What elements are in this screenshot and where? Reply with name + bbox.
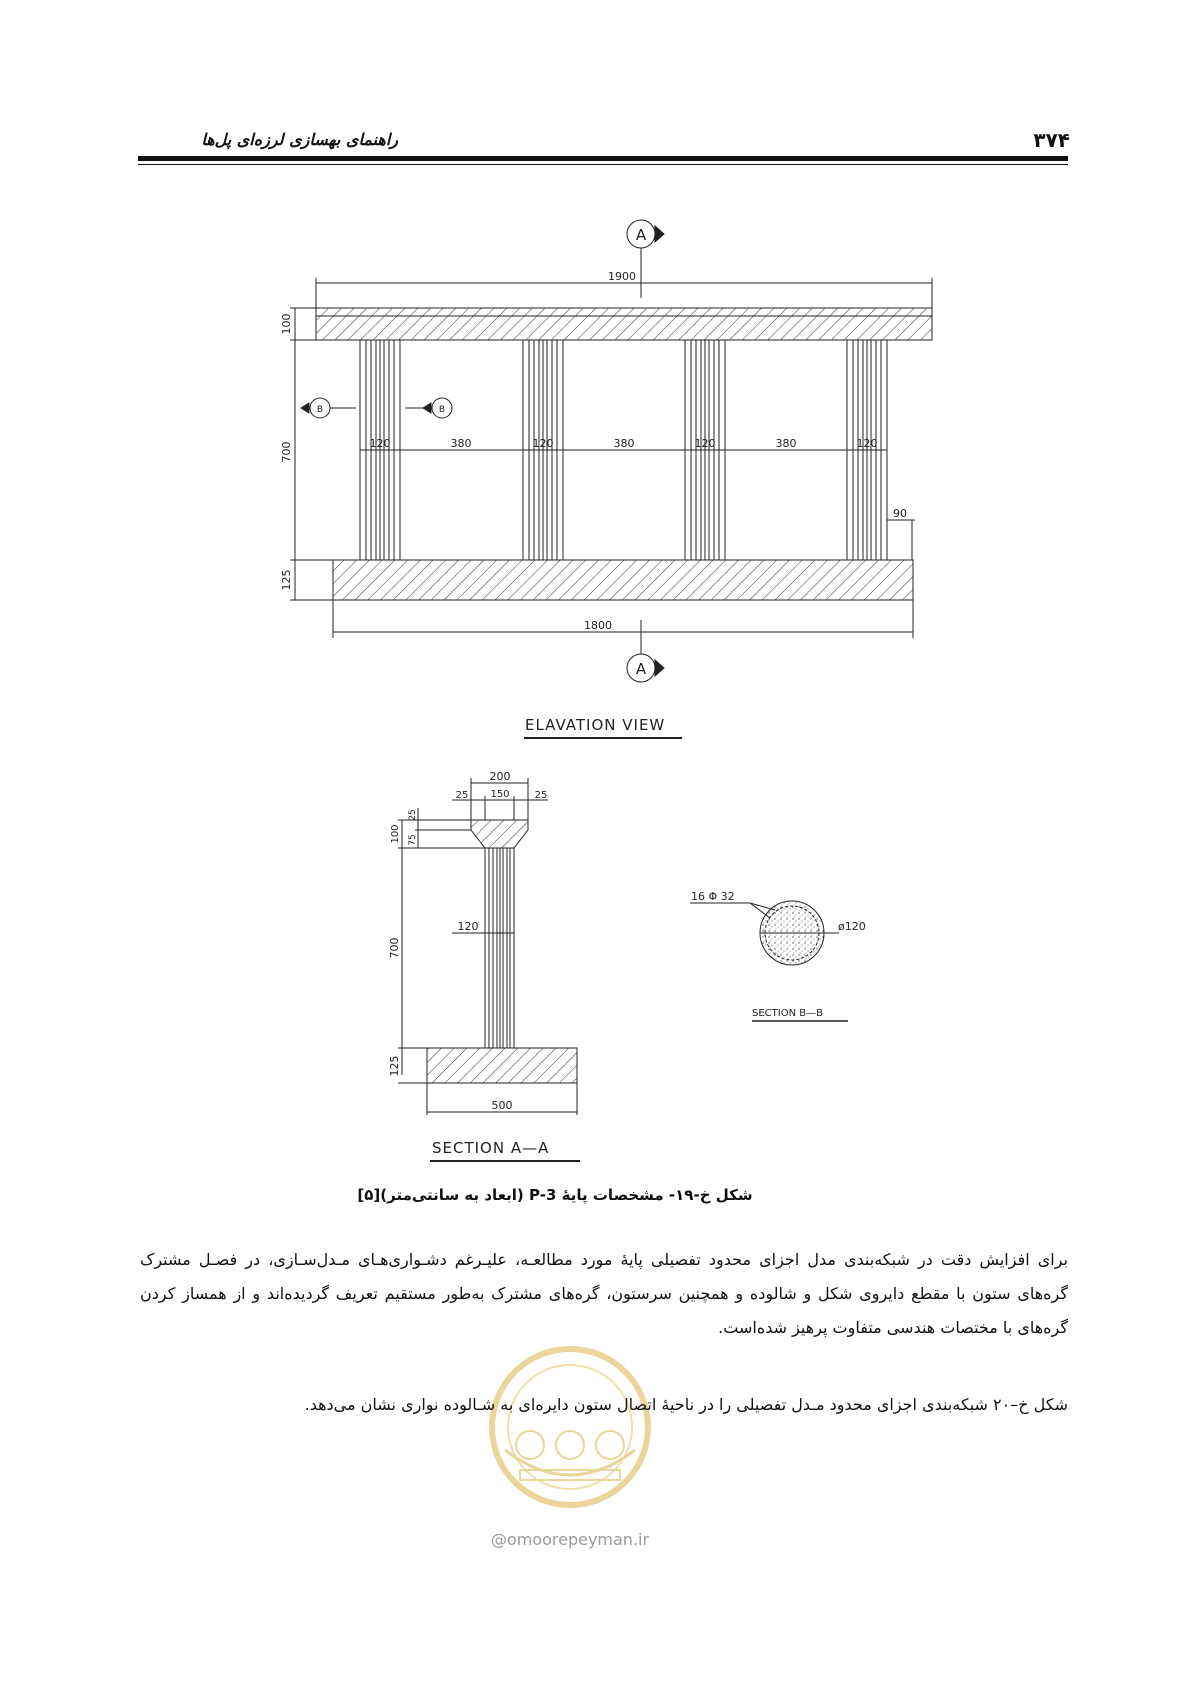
elevation-view [280, 220, 932, 738]
dim-column-height: 700 [280, 441, 293, 463]
dim-footing-width: 1800 [584, 619, 612, 632]
page-number: ۳۷۴ [1033, 128, 1070, 152]
book-title: راهنمای بهسازی لرزه‌ای پل‌ها [201, 130, 398, 149]
section-bb-rebar: 16 Φ 32 [691, 890, 735, 903]
svg-text:25: 25 [455, 790, 469, 801]
svg-text:75: 75 [408, 834, 418, 846]
svg-text:200: 200 [489, 770, 511, 783]
svg-text:25: 25 [534, 790, 548, 801]
section-bb [690, 890, 866, 1021]
section-bb-title: SECTION B—B [752, 1008, 823, 1019]
svg-text:120: 120 [457, 920, 479, 933]
svg-text:A: A [635, 660, 647, 678]
svg-text:120: 120 [369, 437, 391, 450]
svg-text:90: 90 [893, 507, 907, 520]
section-mark-b-right [405, 398, 452, 418]
svg-text:120: 120 [532, 437, 554, 450]
paragraph-1: برای افزایش دقت در شبکه‌بندی مدل اجزای محدود تفصیلی پایهٔ مورد مطالعـه، علیـرغم دشـواری‌هـای مـدل‌سـازی، در فصـل مشترک گره‌های ستون با مقطع دایروی شکل و شالوده و همچنین سرستون، گره‌های مشترک به‌طور مستقیم تعریف گردیده‌اند و از همساز کردن گره‌های با مختصات هندسی متفاوت پرهیز شده‌است. [140, 1250, 1068, 1337]
dim-footing-height: 125 [280, 569, 293, 591]
svg-text:700: 700 [388, 937, 401, 959]
svg-text:120: 120 [856, 437, 878, 450]
elevation-title: ELAVATION VIEW [525, 716, 666, 734]
section-bb-diameter: ø120 [838, 920, 866, 933]
dim-cap-height: 100 [280, 313, 293, 335]
elevation-footing [333, 560, 913, 600]
svg-text:25: 25 [408, 809, 418, 821]
svg-text:125: 125 [388, 1055, 401, 1077]
svg-text:380: 380 [450, 437, 472, 450]
svg-text:380: 380 [613, 437, 635, 450]
watermark-seal [492, 1349, 648, 1505]
svg-text:500: 500 [491, 1099, 513, 1112]
section-aa [388, 770, 580, 1161]
svg-text:B: B [438, 405, 446, 415]
figure-caption: شکل خ-۱۹- مشخصات پایهٔ P-3 (ابعاد به سانتی‌متر)[۵] [357, 1186, 753, 1204]
paragraph-2: شکل خ–۲۰ شبکه‌بندی اجزای محدود مـدل تفصیلی را در ناحیهٔ اتصال ستون دایره‌ای به شـالوده نواری نشان می‌دهد. [304, 1395, 1068, 1414]
svg-text:380: 380 [775, 437, 797, 450]
svg-text:100: 100 [390, 824, 401, 844]
section-aa-title: SECTION A—A [432, 1139, 550, 1157]
section-mark-a-bottom [627, 620, 664, 682]
section-aa-cap [471, 820, 528, 848]
elevation-pier-cap [316, 308, 932, 340]
section-mark-a-top [627, 220, 664, 298]
svg-text:A: A [635, 226, 647, 244]
watermark-url: @omoorepeyman.ir [490, 1530, 650, 1549]
section-aa-footing [427, 1048, 577, 1083]
svg-text:B: B [316, 405, 324, 415]
dim-top-width: 1900 [608, 270, 636, 283]
section-mark-b-left [301, 398, 356, 418]
svg-text:120: 120 [694, 437, 716, 450]
svg-text:150: 150 [490, 789, 510, 800]
